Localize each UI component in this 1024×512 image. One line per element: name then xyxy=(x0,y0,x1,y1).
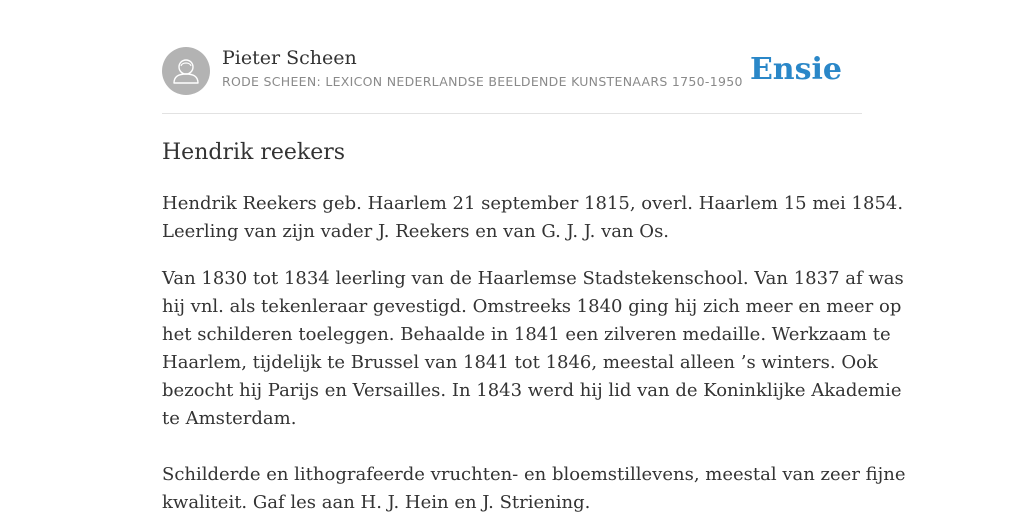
user-icon xyxy=(162,47,210,95)
author-name[interactable]: Pieter Scheen xyxy=(222,47,357,69)
text-line: kwaliteit. Gaf les aan H. J. Hein en J. Striening. xyxy=(162,492,591,512)
paragraph-biography xyxy=(162,265,904,433)
article-header xyxy=(162,46,862,96)
paragraph-work xyxy=(162,461,906,512)
text-line: Leerling van zijn vader J. Reekers en van G. J. J. van Os. xyxy=(162,221,670,242)
text-line: het schilderen toeleggen. Behaalde in 1841 een zilveren medaille. Werkzaam te xyxy=(162,324,891,345)
text-line: hij vnl. als tekenleraar gevestigd. Omstreeks 1840 ging hij zich meer en meer op xyxy=(162,296,902,317)
paragraph-intro xyxy=(162,190,904,246)
brand-logo[interactable]: Ensie xyxy=(749,52,842,87)
text-line: Haarlem, tijdelijk te Brussel van 1841 tot 1846, meestal alleen ’s winters. Ook xyxy=(162,352,878,373)
text-line: bezocht hij Parijs en Versailles. In 1843 werd hij lid van de Koninklijke Akademie xyxy=(162,380,902,401)
text-line: Hendrik Reekers geb. Haarlem 21 september 1815, overl. Haarlem 15 mei 1854. xyxy=(162,193,904,214)
header-divider xyxy=(162,113,862,114)
text-line: te Amsterdam. xyxy=(162,408,297,429)
source-title[interactable]: RODE SCHEEN: LEXICON NEDERLANDSE BEELDENDE KUNSTENAARS 1750-1950 xyxy=(222,74,743,89)
text-line: Schilderde en lithografeerde vruchten- en bloemstillevens, meestal van zeer fijne xyxy=(162,464,906,485)
author-avatar[interactable] xyxy=(162,47,210,95)
article-title: Hendrik reekers xyxy=(162,140,346,165)
text-line: Van 1830 tot 1834 leerling van de Haarlemse Stadstekenschool. Van 1837 af was xyxy=(162,268,904,289)
